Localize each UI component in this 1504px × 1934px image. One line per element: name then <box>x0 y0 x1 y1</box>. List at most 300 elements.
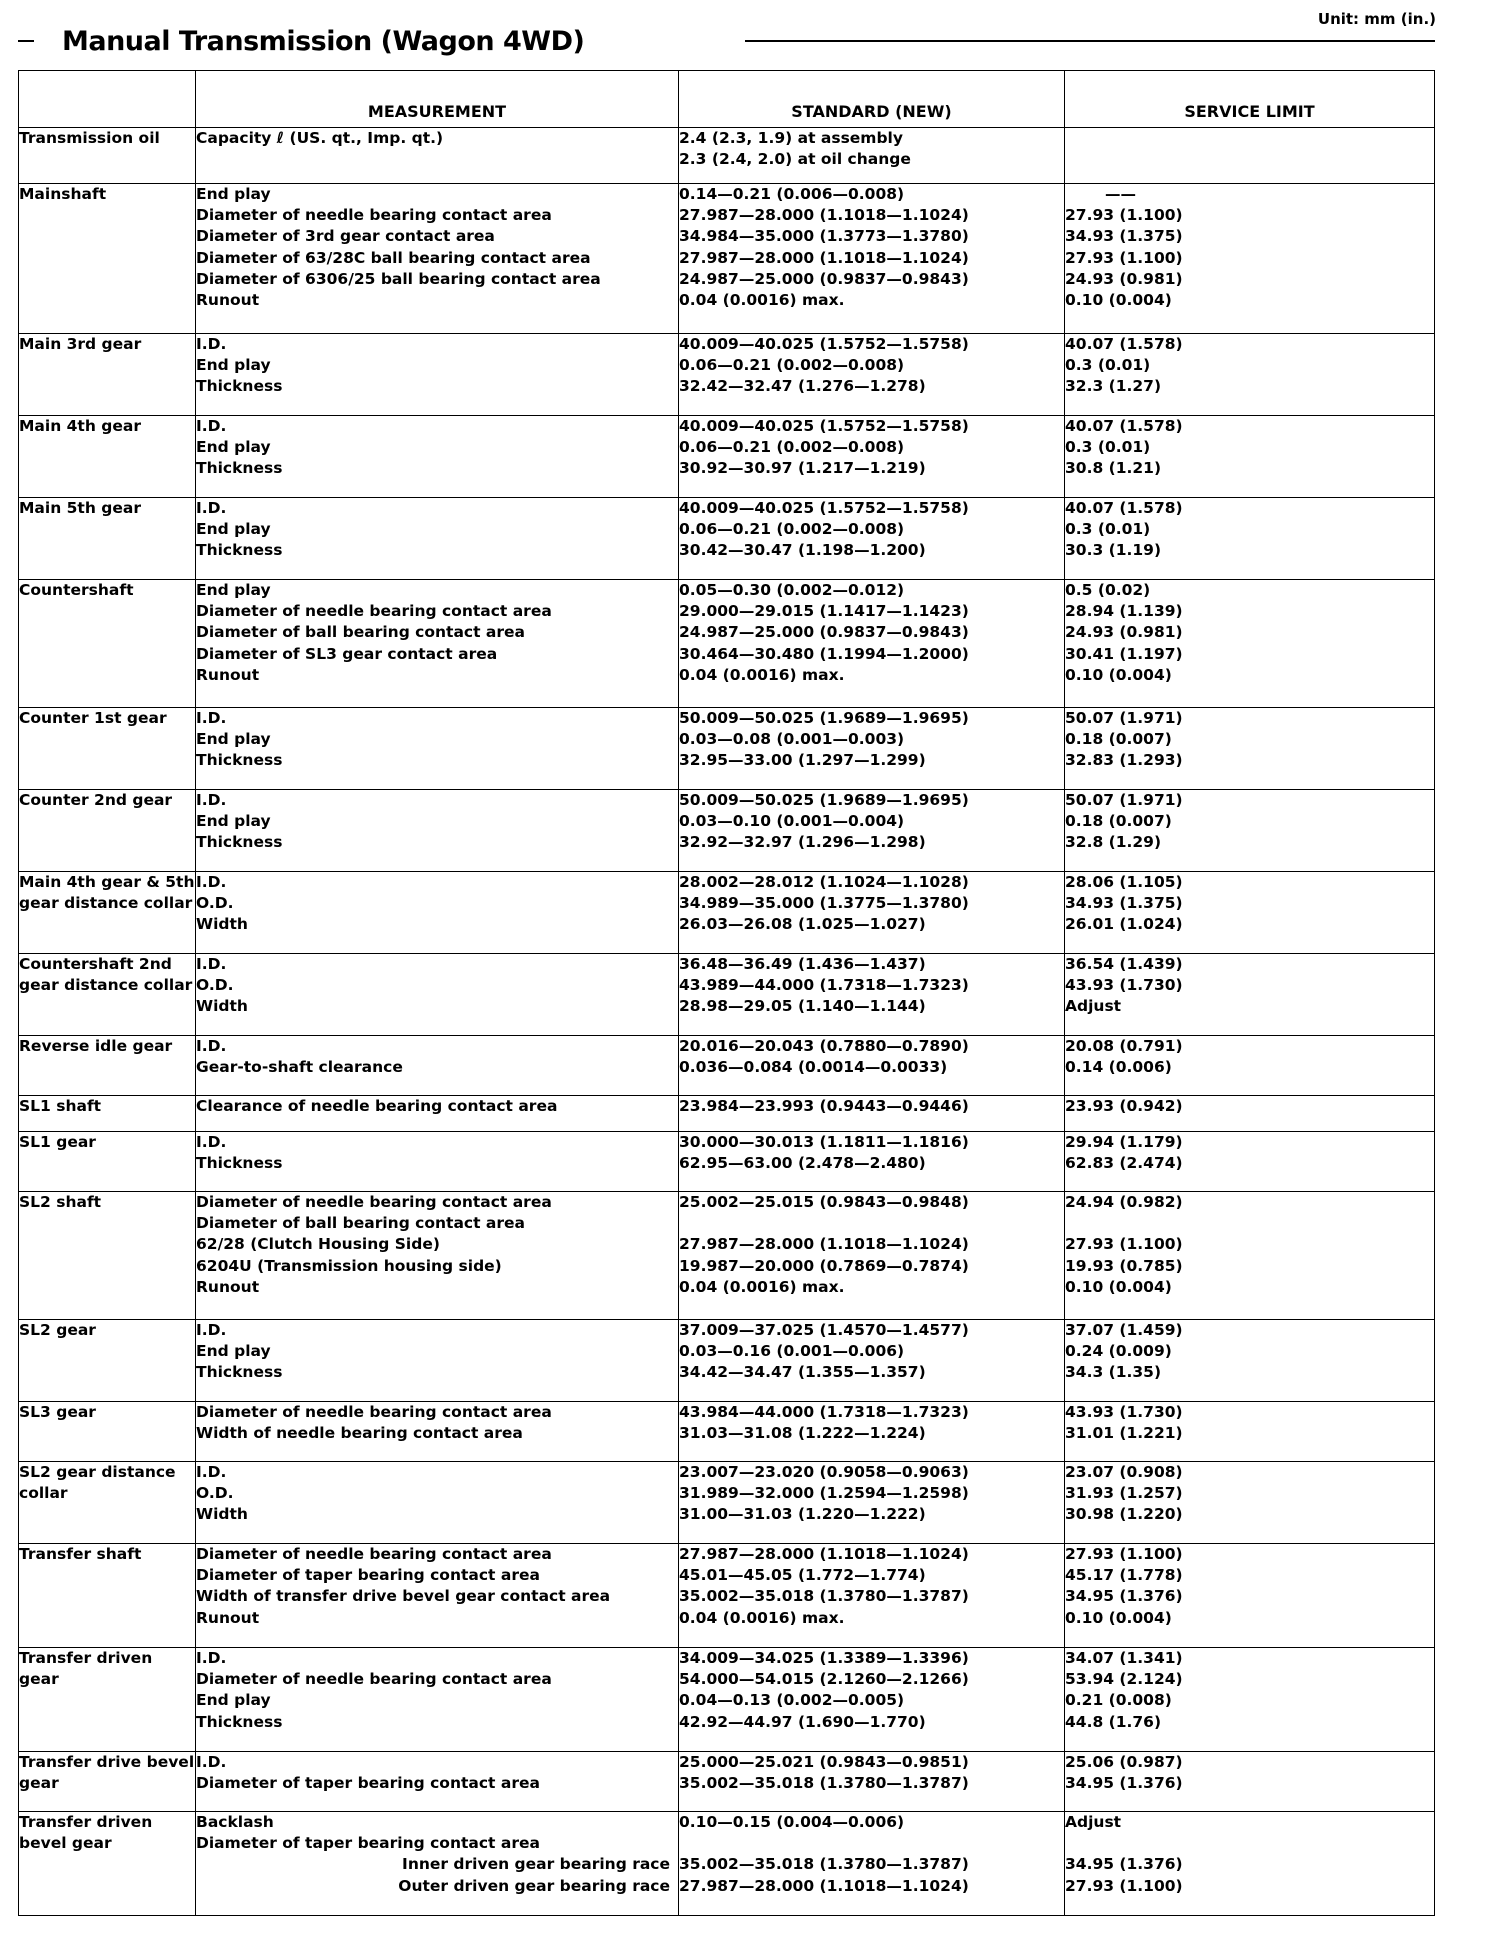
measurement-line: End play <box>196 520 271 539</box>
measurement-line: Diameter of 6306/25 ball bearing contact area <box>196 269 601 288</box>
standard-cell <box>679 416 1065 498</box>
service-limit-value: 43.93 (1.730) <box>1065 1403 1183 1421</box>
service-limit-value: 27.93 (1.100) <box>1065 1545 1183 1563</box>
measurement-line: I.D. <box>196 873 227 891</box>
service-limit-value: 26.01 (1.024) <box>1065 915 1183 934</box>
standard-value: 27.987—28.000 (1.1018—1.1024) <box>679 1545 969 1563</box>
standard-value: 45.01—45.05 (1.772—1.774) <box>679 1566 926 1585</box>
standard-value: 0.05—0.30 (0.002—0.012) <box>679 581 905 599</box>
service-limit-value: 37.07 (1.459) <box>1065 1321 1183 1339</box>
measurement-cell <box>196 872 679 954</box>
measurement-line: Diameter of 3rd gear contact area <box>196 227 495 246</box>
component-name: SL3 gear <box>19 1402 196 1462</box>
standard-cell <box>679 1132 1065 1192</box>
measurement-line: Diameter of SL3 gear contact area <box>196 644 498 663</box>
standard-value: 30.000—30.013 (1.1811—1.1816) <box>679 1133 969 1151</box>
service-limit-value: 36.54 (1.439) <box>1065 955 1183 973</box>
component-name: Counter 2nd gear <box>19 790 196 872</box>
measurement-line: 6204U (Transmission housing side) <box>196 1256 502 1275</box>
service-limit-value: 34.07 (1.341) <box>1065 1649 1183 1667</box>
measurement-line: End play <box>196 185 271 203</box>
header-standard: STANDARD (NEW) <box>679 71 1065 128</box>
standard-cell <box>679 790 1065 872</box>
service-limit-value <box>1065 1213 1434 1234</box>
measurement-line: Runout <box>196 665 260 684</box>
standard-cell <box>679 1752 1065 1812</box>
measurement-line: Thickness <box>196 1363 283 1382</box>
service-limit-value: 0.18 (0.007) <box>1065 812 1172 831</box>
service-limit-value: 0.14 (0.006) <box>1065 1058 1172 1077</box>
standard-value: 43.984—44.000 (1.7318—1.7323) <box>679 1403 969 1421</box>
measurement-cell <box>196 580 679 708</box>
service-limit-cell <box>1065 416 1435 498</box>
service-limit-cell <box>1065 184 1435 334</box>
measurement-line: Diameter of needle bearing contact area <box>196 1670 552 1689</box>
component-name: Counter 1st gear <box>19 708 196 790</box>
service-limit-cell <box>1065 1752 1435 1812</box>
frame-top-right-rule <box>745 40 1435 42</box>
measurement-line: Width <box>196 915 248 934</box>
standard-cell <box>679 708 1065 790</box>
service-limit-value: 24.94 (0.982) <box>1065 1193 1183 1211</box>
service-limit-value: 23.93 (0.942) <box>1065 1097 1183 1115</box>
standard-value: 32.92—32.97 (1.296—1.298) <box>679 833 926 852</box>
table-row <box>19 1036 1435 1096</box>
service-limit-value: 34.93 (1.375) <box>1065 894 1183 913</box>
service-limit-cell <box>1065 1096 1435 1132</box>
measurement-line: I.D. <box>196 955 227 973</box>
measurement-cell <box>196 1096 679 1132</box>
service-limit-value: 62.83 (2.474) <box>1065 1154 1183 1173</box>
standard-value: 50.009—50.025 (1.9689—1.9695) <box>679 709 969 727</box>
component-name: Countershaft <box>19 580 196 708</box>
table-row <box>19 1132 1435 1192</box>
service-limit-value: 0.10 (0.004) <box>1065 1277 1172 1296</box>
standard-value: 0.04 (0.0016) max. <box>679 665 845 684</box>
component-name: Mainshaft <box>19 184 196 334</box>
service-limit-cell <box>1065 1192 1435 1320</box>
measurement-line: Inner driven gear bearing race <box>402 1855 670 1874</box>
measurement-line: End play <box>196 356 271 375</box>
standard-value: 50.009—50.025 (1.9689—1.9695) <box>679 791 969 809</box>
standard-value: 23.984—23.993 (0.9443—0.9446) <box>679 1097 969 1115</box>
standard-value: 43.989—44.000 (1.7318—1.7323) <box>679 976 969 995</box>
measurement-line: Diameter of needle bearing contact area <box>196 1193 552 1211</box>
service-limit-value: 23.07 (0.908) <box>1065 1463 1183 1481</box>
header-service-limit: SERVICE LIMIT <box>1065 71 1435 128</box>
service-limit-value: 34.95 (1.376) <box>1065 1774 1183 1793</box>
standard-value: 30.42—30.47 (1.198—1.200) <box>679 541 926 560</box>
header-component <box>19 71 196 128</box>
service-limit-value: 25.06 (0.987) <box>1065 1753 1183 1771</box>
measurement-line: Thickness <box>196 377 283 396</box>
service-limit-cell <box>1065 872 1435 954</box>
table-row <box>19 872 1435 954</box>
service-limit-value: 0.24 (0.009) <box>1065 1342 1172 1361</box>
measurement-cell <box>196 498 679 580</box>
standard-cell <box>679 1192 1065 1320</box>
header-measurement: MEASUREMENT <box>196 71 679 128</box>
component-name: Countershaft 2nd gear distance collar <box>19 954 196 1036</box>
standard-cell <box>679 184 1065 334</box>
measurement-line: Runout <box>196 1608 260 1627</box>
table-row <box>19 334 1435 416</box>
service-limit-value: 34.95 (1.376) <box>1065 1855 1183 1874</box>
service-limit-value: 27.93 (1.100) <box>1065 1876 1183 1895</box>
standard-value: 23.007—23.020 (0.9058—0.9063) <box>679 1463 969 1481</box>
standard-value: 24.987—25.000 (0.9837—0.9843) <box>679 623 969 642</box>
standard-cell <box>679 954 1065 1036</box>
standard-value: 28.002—28.012 (1.1024—1.1028) <box>679 873 969 891</box>
service-limit-cell <box>1065 1402 1435 1462</box>
component-name: SL2 gear distance collar <box>19 1462 196 1544</box>
measurement-line: Diameter of ball bearing contact area <box>196 623 525 642</box>
measurement-line: Clearance of needle bearing contact area <box>196 1097 558 1115</box>
measurement-line: Diameter of taper bearing contact area <box>196 1774 540 1793</box>
service-limit-value: 24.93 (0.981) <box>1065 623 1183 642</box>
measurement-cell <box>196 128 679 184</box>
standard-value: 0.10—0.15 (0.004—0.006) <box>679 1813 905 1831</box>
measurement-line: I.D. <box>196 1649 227 1667</box>
standard-value: 2.4 (2.3, 1.9) at assembly <box>679 129 903 147</box>
service-limit-cell <box>1065 580 1435 708</box>
standard-value: 24.987—25.000 (0.9837—0.9843) <box>679 269 969 288</box>
service-limit-value: 0.3 (0.01) <box>1065 356 1151 375</box>
service-limit-cell <box>1065 708 1435 790</box>
component-name: Main 4th gear <box>19 416 196 498</box>
measurement-line: I.D. <box>196 1037 227 1055</box>
service-limit-value: 28.06 (1.105) <box>1065 873 1183 891</box>
measurement-line: Runout <box>196 290 260 309</box>
service-limit-value: 31.01 (1.221) <box>1065 1424 1183 1443</box>
measurement-cell <box>196 1402 679 1462</box>
measurement-line: Diameter of needle bearing contact area <box>196 1545 552 1563</box>
table-row <box>19 1096 1435 1132</box>
service-limit-value: 30.41 (1.197) <box>1065 644 1183 663</box>
measurement-cell <box>196 1544 679 1648</box>
standard-value: 54.000—54.015 (2.1260—2.1266) <box>679 1670 969 1689</box>
measurement-line: Diameter of ball bearing contact area <box>196 1214 525 1233</box>
measurement-line: Thickness <box>196 833 283 852</box>
service-limit-value: 29.94 (1.179) <box>1065 1133 1183 1151</box>
standard-cell <box>679 1402 1065 1462</box>
table-row <box>19 1648 1435 1752</box>
measurement-line: Diameter of needle bearing contact area <box>196 206 552 225</box>
measurement-cell <box>196 1132 679 1192</box>
standard-value: 0.06—0.21 (0.002—0.008) <box>679 438 905 457</box>
measurement-line: Gear-to-shaft clearance <box>196 1058 403 1077</box>
standard-value: 31.03—31.08 (1.222—1.224) <box>679 1424 926 1443</box>
service-limit-value: 0.5 (0.02) <box>1065 581 1151 599</box>
service-limit-value: 0.10 (0.004) <box>1065 665 1172 684</box>
standard-cell <box>679 498 1065 580</box>
measurement-line: Diameter of needle bearing contact area <box>196 602 552 621</box>
standard-value: 26.03—26.08 (1.025—1.027) <box>679 915 926 934</box>
service-limit-value: 44.8 (1.76) <box>1065 1712 1162 1731</box>
service-limit-value: 32.8 (1.29) <box>1065 833 1162 852</box>
measurement-cell <box>196 416 679 498</box>
service-limit-value: 0.21 (0.008) <box>1065 1691 1172 1710</box>
unit-label: Unit: mm (in.) <box>1317 10 1436 28</box>
standard-value: 32.95—33.00 (1.297—1.299) <box>679 751 926 770</box>
measurement-line: I.D. <box>196 417 227 435</box>
service-limit-value: 34.95 (1.376) <box>1065 1587 1183 1606</box>
standard-value: 37.009—37.025 (1.4570—1.4577) <box>679 1321 969 1339</box>
component-name: SL2 shaft <box>19 1192 196 1320</box>
standard-value: 62.95—63.00 (2.478—2.480) <box>679 1154 926 1173</box>
measurement-line: I.D. <box>196 1753 227 1771</box>
header-row <box>19 71 1435 128</box>
standard-value: 27.987—28.000 (1.1018—1.1024) <box>679 1876 969 1895</box>
standard-cell <box>679 580 1065 708</box>
table-row <box>19 1812 1435 1916</box>
service-limit-cell <box>1065 1648 1435 1752</box>
component-name: Transfer drive bevel gear <box>19 1752 196 1812</box>
standard-value <box>679 1833 1064 1854</box>
service-limit-value: 30.8 (1.21) <box>1065 459 1162 478</box>
service-limit-value: 32.83 (1.293) <box>1065 751 1183 770</box>
service-limit-cell <box>1065 954 1435 1036</box>
standard-value: 19.987—20.000 (0.7869—0.7874) <box>679 1256 969 1275</box>
measurement-cell <box>196 184 679 334</box>
standard-cell <box>679 1544 1065 1648</box>
component-name: Transfer driven gear <box>19 1648 196 1752</box>
component-name: Transmission oil <box>19 128 196 184</box>
service-limit-value: 34.3 (1.35) <box>1065 1363 1162 1382</box>
component-name: Main 5th gear <box>19 498 196 580</box>
service-limit-value: 28.94 (1.139) <box>1065 602 1183 621</box>
measurement-cell <box>196 1648 679 1752</box>
measurement-line: Width <box>196 997 248 1016</box>
service-limit-value: 27.93 (1.100) <box>1065 248 1183 267</box>
standard-cell <box>679 334 1065 416</box>
service-limit-value: 0.10 (0.004) <box>1065 1608 1172 1627</box>
measurement-line: End play <box>196 1691 271 1710</box>
measurement-cell <box>196 954 679 1036</box>
service-limit-value: 30.98 (1.220) <box>1065 1505 1183 1524</box>
measurement-line: Thickness <box>196 1154 283 1173</box>
standard-value: 0.04 (0.0016) max. <box>679 290 845 309</box>
component-name: Reverse idle gear <box>19 1036 196 1096</box>
service-limit-value: 0.10 (0.004) <box>1065 290 1172 309</box>
standard-value: 2.3 (2.4, 2.0) at oil change <box>679 150 911 169</box>
service-limit-cell <box>1065 1544 1435 1648</box>
component-name: Main 4th gear & 5th gear distance collar <box>19 872 196 954</box>
measurement-line: I.D. <box>196 709 227 727</box>
measurement-line: Outer driven gear bearing race <box>398 1876 670 1895</box>
service-limit-cell <box>1065 1036 1435 1096</box>
table-row <box>19 580 1435 708</box>
standard-value: 0.03—0.10 (0.001—0.004) <box>679 812 905 831</box>
table-row <box>19 1544 1435 1648</box>
standard-value: 34.42—34.47 (1.355—1.357) <box>679 1363 926 1382</box>
table-row <box>19 708 1435 790</box>
page-title: Manual Transmission (Wagon 4WD) <box>62 26 585 57</box>
service-limit-value: Adjust <box>1065 997 1122 1016</box>
standard-value: 0.036—0.084 (0.0014—0.0033) <box>679 1058 948 1077</box>
standard-value: 30.464—30.480 (1.1994—1.2000) <box>679 644 969 663</box>
service-limit-value: 31.93 (1.257) <box>1065 1484 1183 1503</box>
standard-value: 32.42—32.47 (1.276—1.278) <box>679 377 926 396</box>
standard-cell <box>679 872 1065 954</box>
standard-cell <box>679 1812 1065 1916</box>
standard-value: 40.009—40.025 (1.5752—1.5758) <box>679 417 969 435</box>
service-limit-cell <box>1065 334 1435 416</box>
service-limit-value: 40.07 (1.578) <box>1065 417 1183 435</box>
service-limit-cell <box>1065 1812 1435 1916</box>
standard-value: 34.989—35.000 (1.3775—1.3780) <box>679 894 969 913</box>
standard-value: 31.989—32.000 (1.2594—1.2598) <box>679 1484 969 1503</box>
measurement-line: I.D. <box>196 791 227 809</box>
service-limit-cell <box>1065 1320 1435 1402</box>
table-row <box>19 498 1435 580</box>
table-row <box>19 416 1435 498</box>
standard-value: 29.000—29.015 (1.1417—1.1423) <box>679 602 969 621</box>
measurement-line: I.D. <box>196 335 227 353</box>
service-limit-value: 20.08 (0.791) <box>1065 1037 1183 1055</box>
measurement-line: O.D. <box>196 1484 234 1503</box>
standard-value: 30.92—30.97 (1.217—1.219) <box>679 459 926 478</box>
service-limit-value: 40.07 (1.578) <box>1065 335 1183 353</box>
service-limit-value <box>1065 128 1434 149</box>
standard-value: 20.016—20.043 (0.7880—0.7890) <box>679 1037 969 1055</box>
component-name: SL1 gear <box>19 1132 196 1192</box>
standard-value: 35.002—35.018 (1.3780—1.3787) <box>679 1855 969 1874</box>
standard-cell <box>679 1320 1065 1402</box>
standard-value: 25.000—25.021 (0.9843—0.9851) <box>679 1753 969 1771</box>
standard-value: 34.984—35.000 (1.3773—1.3780) <box>679 227 969 246</box>
measurement-line: Width of needle bearing contact area <box>196 1424 523 1443</box>
component-name: Main 3rd gear <box>19 334 196 416</box>
measurement-line: O.D. <box>196 894 234 913</box>
measurement-cell <box>196 1812 679 1916</box>
measurement-cell <box>196 1320 679 1402</box>
service-limit-value: 32.3 (1.27) <box>1065 377 1162 396</box>
service-limit-value: 40.07 (1.578) <box>1065 499 1183 517</box>
measurement-cell <box>196 790 679 872</box>
service-limit-value: 43.93 (1.730) <box>1065 976 1183 995</box>
measurement-line: End play <box>196 812 271 831</box>
measurement-line: Width of transfer drive bevel gear contact area <box>196 1587 611 1606</box>
measurement-line: Thickness <box>196 459 283 478</box>
measurement-line: I.D. <box>196 1133 227 1151</box>
service-limit-value: Adjust <box>1065 1813 1122 1831</box>
standard-value: 27.987—28.000 (1.1018—1.1024) <box>679 248 969 267</box>
measurement-line: Backlash <box>196 1813 274 1831</box>
service-limit-cell <box>1065 128 1435 184</box>
service-limit-value: 0.18 (0.007) <box>1065 730 1172 749</box>
service-limit-value: 50.07 (1.971) <box>1065 709 1183 727</box>
standard-value: 40.009—40.025 (1.5752—1.5758) <box>679 499 969 517</box>
frame-top-left-rule <box>18 40 34 42</box>
service-limit-cell <box>1065 498 1435 580</box>
standard-value: 35.002—35.018 (1.3780—1.3787) <box>679 1587 969 1606</box>
standard-value: 35.002—35.018 (1.3780—1.3787) <box>679 1774 969 1793</box>
measurement-line: Thickness <box>196 1712 283 1731</box>
spec-table <box>18 70 1435 1916</box>
measurement-line: Diameter of taper bearing contact area <box>196 1834 540 1853</box>
standard-value: 0.03—0.08 (0.001—0.003) <box>679 730 905 749</box>
measurement-cell <box>196 1752 679 1812</box>
measurement-line: Thickness <box>196 751 283 770</box>
table-row <box>19 1320 1435 1402</box>
standard-cell <box>679 1096 1065 1132</box>
standard-value: 31.00—31.03 (1.220—1.222) <box>679 1505 926 1524</box>
service-limit-value: —— <box>1105 185 1136 203</box>
standard-value: 0.14—0.21 (0.006—0.008) <box>679 185 905 203</box>
measurement-line: I.D. <box>196 1463 227 1481</box>
component-name: SL1 shaft <box>19 1096 196 1132</box>
measurement-cell <box>196 1192 679 1320</box>
table-row <box>19 128 1435 184</box>
standard-value: 0.04 (0.0016) max. <box>679 1608 845 1627</box>
measurement-line: Width <box>196 1505 248 1524</box>
standard-value: 34.009—34.025 (1.3389—1.3396) <box>679 1649 969 1667</box>
measurement-cell <box>196 1036 679 1096</box>
standard-cell <box>679 1648 1065 1752</box>
service-limit-value: 0.3 (0.01) <box>1065 438 1151 457</box>
standard-value: 0.06—0.21 (0.002—0.008) <box>679 356 905 375</box>
table-row <box>19 1402 1435 1462</box>
measurement-line: End play <box>196 730 271 749</box>
service-limit-value: 0.3 (0.01) <box>1065 520 1151 539</box>
standard-value: 40.009—40.025 (1.5752—1.5758) <box>679 335 969 353</box>
measurement-line: Capacity ℓ (US. qt., Imp. qt.) <box>196 129 444 147</box>
service-limit-cell <box>1065 1462 1435 1544</box>
service-limit-value <box>1065 1833 1434 1854</box>
standard-value: 0.04—0.13 (0.002—0.005) <box>679 1691 905 1710</box>
table-row <box>19 1752 1435 1812</box>
standard-cell <box>679 1462 1065 1544</box>
service-limit-value: 24.93 (0.981) <box>1065 269 1183 288</box>
standard-value: 28.98—29.05 (1.140—1.144) <box>679 997 926 1016</box>
service-limit-value: 45.17 (1.778) <box>1065 1566 1183 1585</box>
standard-value: 0.06—0.21 (0.002—0.008) <box>679 520 905 539</box>
measurement-line: Diameter of taper bearing contact area <box>196 1566 540 1585</box>
standard-value: 42.92—44.97 (1.690—1.770) <box>679 1712 926 1731</box>
measurement-cell <box>196 1462 679 1544</box>
measurement-line: I.D. <box>196 1321 227 1339</box>
standard-cell <box>679 1036 1065 1096</box>
service-limit-value: 30.3 (1.19) <box>1065 541 1162 560</box>
service-limit-cell <box>1065 1132 1435 1192</box>
standard-value <box>679 1213 1064 1234</box>
measurement-line: End play <box>196 1342 271 1361</box>
table-row <box>19 1192 1435 1320</box>
measurement-line: Thickness <box>196 541 283 560</box>
table-row <box>19 184 1435 334</box>
table-row <box>19 790 1435 872</box>
standard-value: 0.04 (0.0016) max. <box>679 1277 845 1296</box>
component-name: Transfer shaft <box>19 1544 196 1648</box>
service-limit-value: 27.93 (1.100) <box>1065 206 1183 225</box>
measurement-cell <box>196 708 679 790</box>
measurement-line: Runout <box>196 1277 260 1296</box>
standard-value: 36.48—36.49 (1.436—1.437) <box>679 955 926 973</box>
service-limit-value: 27.93 (1.100) <box>1065 1235 1183 1254</box>
service-limit-value: 34.93 (1.375) <box>1065 227 1183 246</box>
service-limit-value: 53.94 (2.124) <box>1065 1670 1183 1689</box>
measurement-line: O.D. <box>196 976 234 995</box>
standard-value: 27.987—28.000 (1.1018—1.1024) <box>679 1235 969 1254</box>
service-limit-value: 19.93 (0.785) <box>1065 1256 1183 1275</box>
measurement-line: 62/28 (Clutch Housing Side) <box>196 1235 440 1254</box>
component-name: SL2 gear <box>19 1320 196 1402</box>
standard-cell <box>679 128 1065 184</box>
measurement-line: End play <box>196 581 271 599</box>
service-limit-value: 50.07 (1.971) <box>1065 791 1183 809</box>
measurement-line: End play <box>196 438 271 457</box>
